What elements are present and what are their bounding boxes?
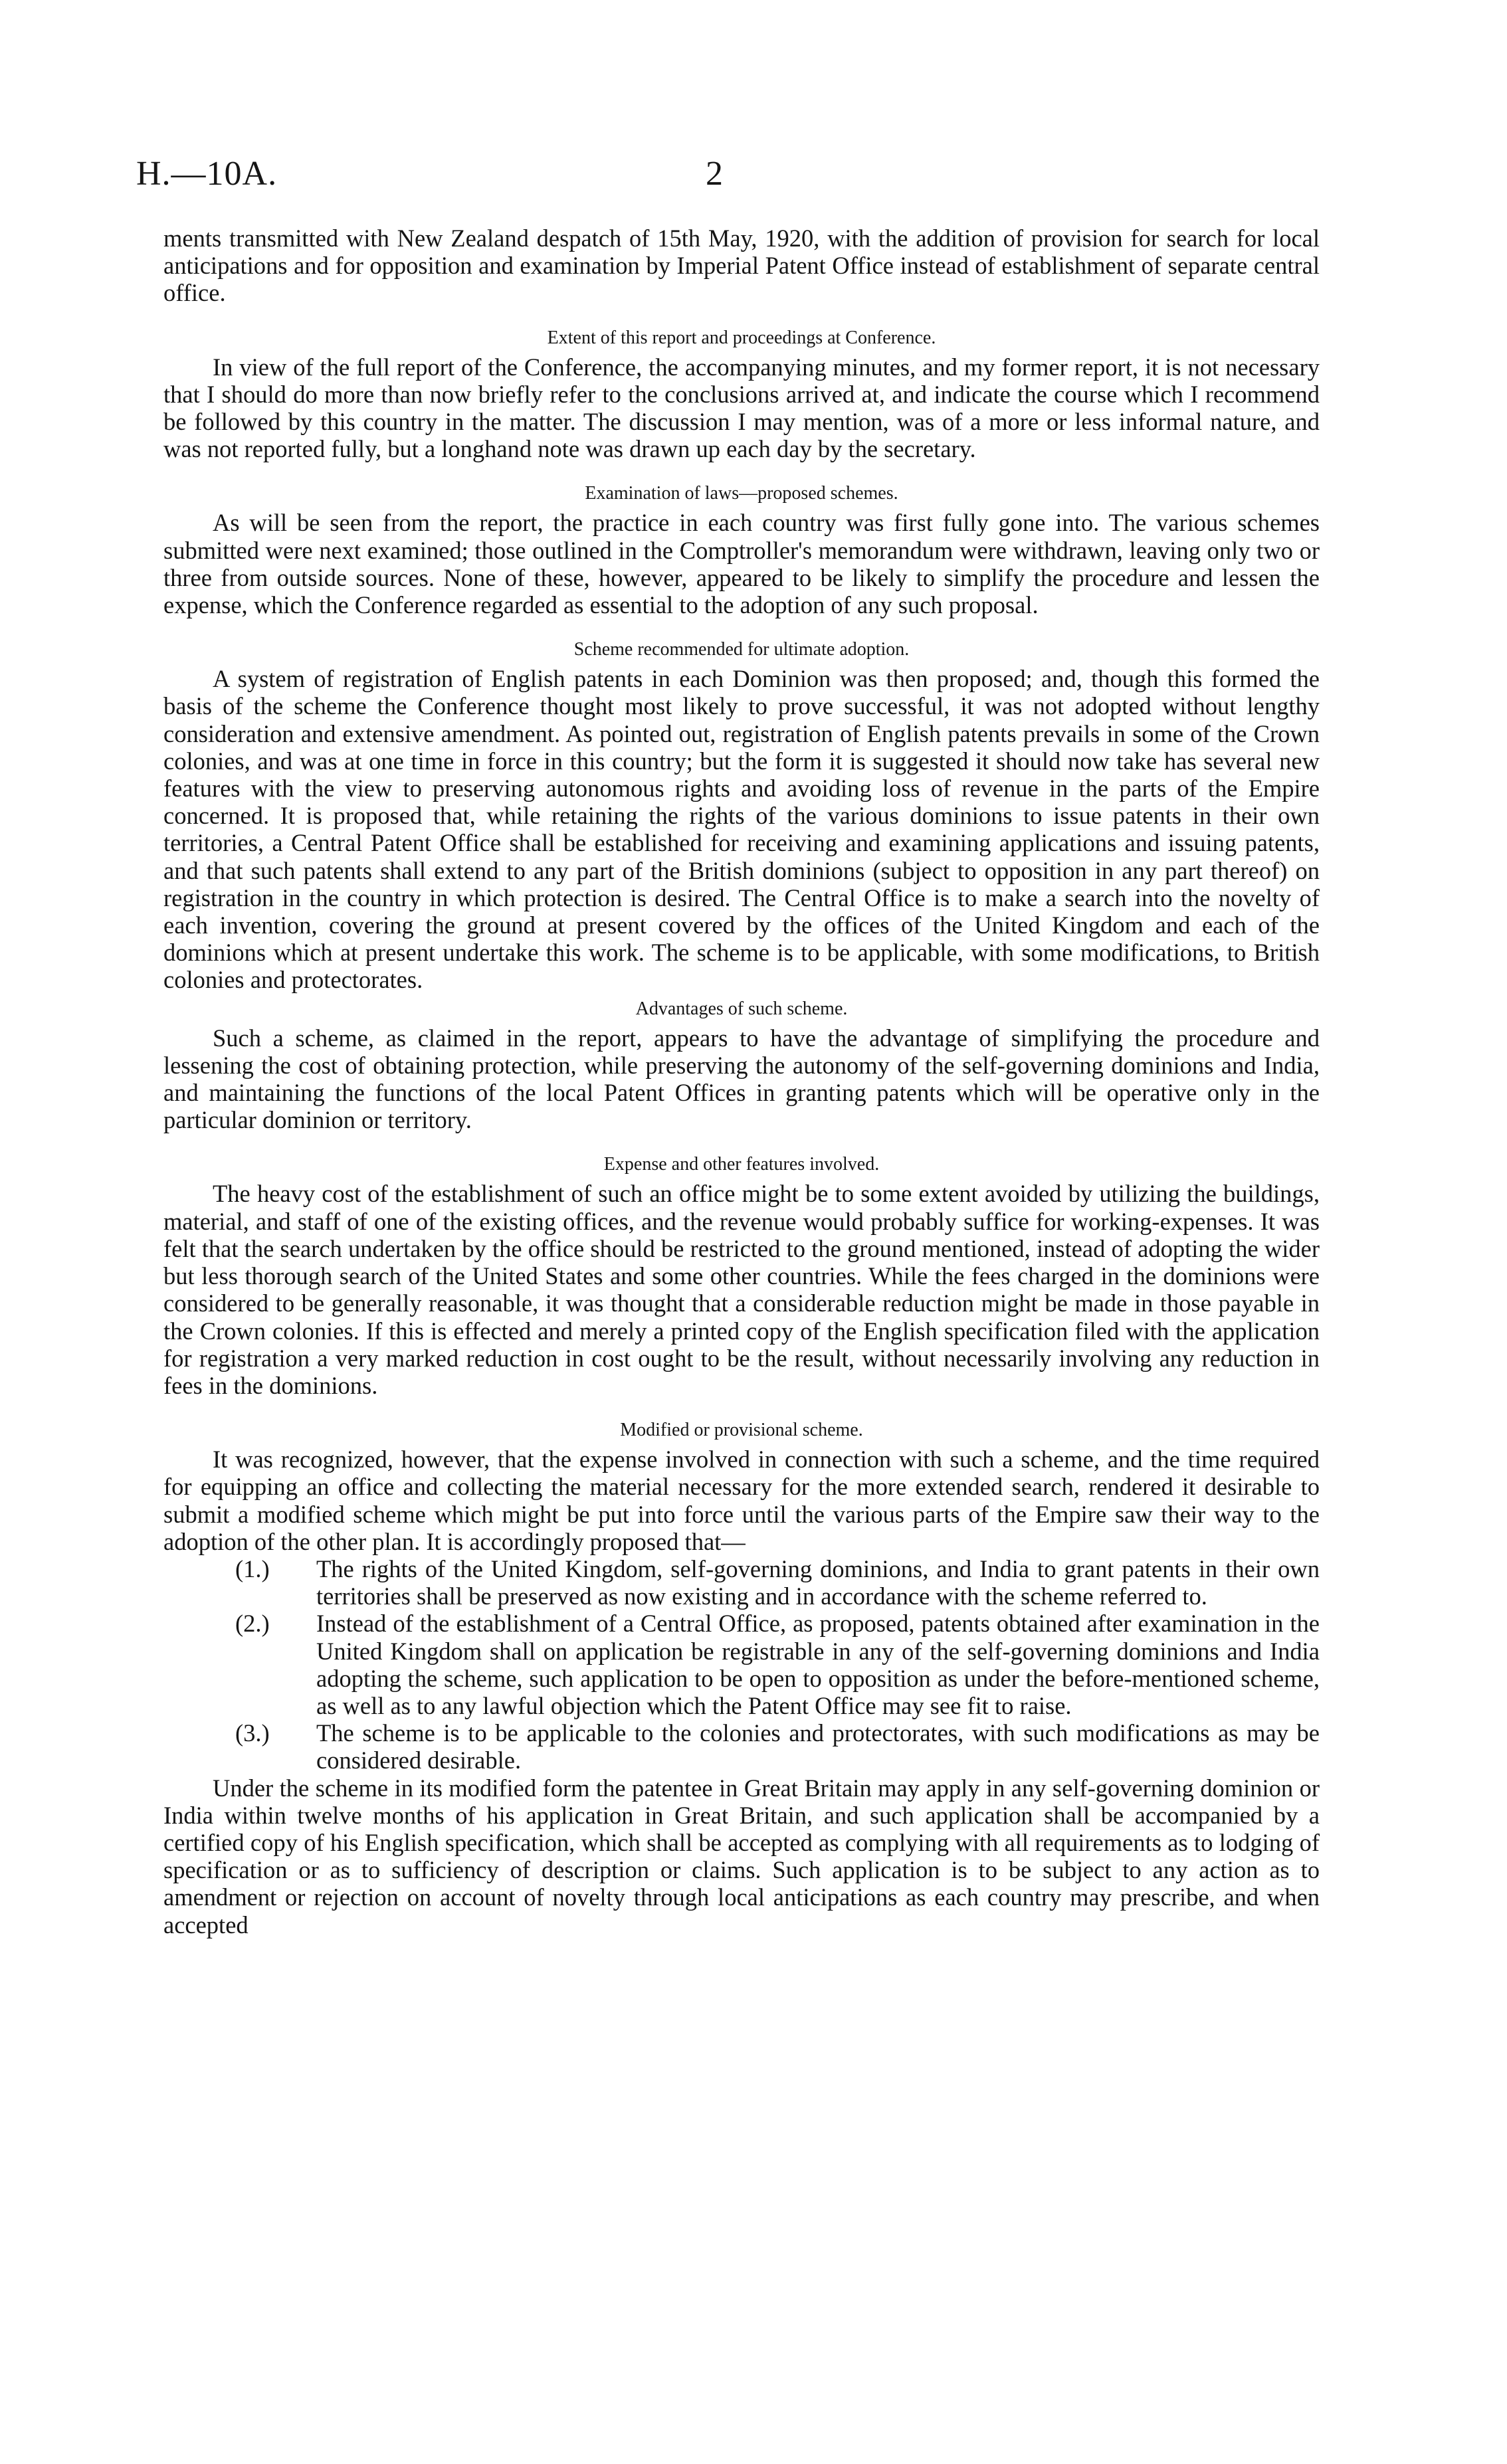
document-reference: H.—10A.: [136, 155, 278, 193]
section-paragraph-advantages: Such a scheme, as claimed in the report, appears to have the advantage of simplifying the procedure and lessening the cost of obtaining protection, while preserving the autonomy of the self-governing dominions and India, and maintaining the functions of the local Patent Offices in granting patents which will be operative only in the particular dominion or territory.: [163, 1024, 1320, 1134]
intro-paragraph: ments transmitted with New Zealand despatch of 15th May, 1920, with the addition of provision for search for local anticipations and for opposition and examination by Imperial Patent Office instead of establishment of separate central office.: [163, 225, 1320, 307]
section-paragraph-examination: As will be seen from the report, the practice in each country was first fully gone into. The various schemes submitted were next examined; those outlined in the Comptroller's memorandum were withdrawn, leaving only two or three from outside sources. None of these, however, appeared to be likely to simplify the procedure and lessen the expense, which the Conference regarded as essential to the adoption of any such proposal.: [163, 509, 1320, 619]
modified-closing-paragraph: Under the scheme in its modified form the patentee in Great Britain may apply in any self-governing dominion or India within twelve months of his application in Great Britain, and such application shall be accompanied by a certified copy of his English specification, which shall be accepted as complying with all requirements as to lodging of specification or as to sufficiency of description or claims. Such application is to be subject to any action as to amendment or rejection on account of novelty through local anticipations as each country may prescribe, and when accepted: [163, 1774, 1320, 1939]
proposal-item: [235, 1555, 1320, 1610]
section-paragraph-scheme-recommended: A system of registration of English patents in each Dominion was then proposed; and, though this formed the basis of the scheme the Conference thought most likely to prove successful, it was not adopted without lengthy consideration and extensive amendment. As pointed out, registration of English patents prevails in some of the Crown colonies, and was at one time in force in this country; but the form it is suggested it should now take has several new features with the view to preserving autonomous rights and avoiding loss of revenue in the parts of the Empire concerned. It is proposed that, while retaining the rights of the various dominions to issue patents in their own territories, a Central Patent Office shall be established for receiving and examining applications and issuing patents, and that such patents shall extend to any part of the British dominions (subject to opposition in any part thereof) on registration in the country in which protection is desired. The Central Office is to make a search into the novelty of each invention, covering the ground at present covered by the offices of the United Kingdom and each of the dominions which at present undertake this work. The scheme is to be applicable, with some modifications, to British colonies and protectorates.: [163, 665, 1320, 994]
section-paragraph-expense: The heavy cost of the establishment of such an office might be to some extent avoided by utilizing the buildings, material, and staff of one of the existing offices, and the revenue would probably suffice for working-expenses. It was felt that the search undertaken by the office should be restricted to the ground mentioned, instead of adopting the wider but less thorough search of the United States and some other countries. While the fees charged in the dominions were considered to be generally reasonable, it was thought that a considerable reduction might be made in those payable in the Crown colonies. If this is effected and merely a printed copy of the English specification filed with the application for registration a very marked reduction in cost ought to be the result, without necessarily involving any reduction in fees in the dominions.: [163, 1180, 1320, 1399]
document-body: [163, 225, 1320, 1939]
section-heading-expense: Expense and other features involved.: [603, 1154, 880, 1175]
section-heading-extent: Extent of this report and proceedings at Conference.: [547, 327, 936, 348]
proposal-list: [163, 1555, 1320, 1774]
proposal-item-text: The scheme is to be applicable to the colonies and protectorates, with such modifications as may be considered desirable.: [316, 1719, 1320, 1774]
proposal-item-number: (1.): [235, 1555, 270, 1582]
proposal-item-text: The rights of the United Kingdom, self-governing dominions, and India to grant patents in their own territories shall be preserved as now existing and in accordance with the scheme referred to.: [316, 1555, 1320, 1610]
section-heading-examination: Examination of laws—proposed schemes.: [585, 483, 898, 504]
proposal-item-number: (3.): [235, 1719, 270, 1747]
page-number: 2: [706, 155, 723, 193]
section-heading-advantages: Advantages of such scheme.: [635, 998, 848, 1019]
proposal-item-number: (2.): [235, 1610, 270, 1638]
section-paragraph-extent: In view of the full report of the Conference, the accompanying minutes, and my former report, it is not necessary that I should do more than now briefly refer to the conclusions arrived at, and indicate the course which I recommend be followed by this country in the matter. The discussion I may mention, was of a more or less informal nature, and was not reported fully, but a longhand note was drawn up each day by the secretary.: [163, 353, 1320, 463]
modified-lead-paragraph: It was recognized, however, that the expense involved in connection with such a scheme, and the time required for equipping an office and collecting the material necessary for the more extended search, rendered it desirable to submit a modified scheme which might be put into force until the various parts of the Empire saw their way to the adoption of the other plan. It is accordingly proposed that—: [163, 1446, 1320, 1555]
proposal-item: [235, 1610, 1320, 1719]
proposal-item-text: Instead of the establishment of a Central Office, as proposed, patents obtained after examination in the United Kingdom shall on application be registrable in any of the self-governing dominions and India adopting the scheme, such application to be open to opposition as under the before-mentioned scheme, as well as to any lawful objection which the Patent Office may see fit to raise.: [316, 1610, 1320, 1719]
section-heading-scheme-recommended: Scheme recommended for ultimate adoption.: [573, 639, 910, 660]
section-heading-modified: Modified or provisional scheme.: [620, 1420, 863, 1441]
proposal-item: [235, 1719, 1320, 1774]
